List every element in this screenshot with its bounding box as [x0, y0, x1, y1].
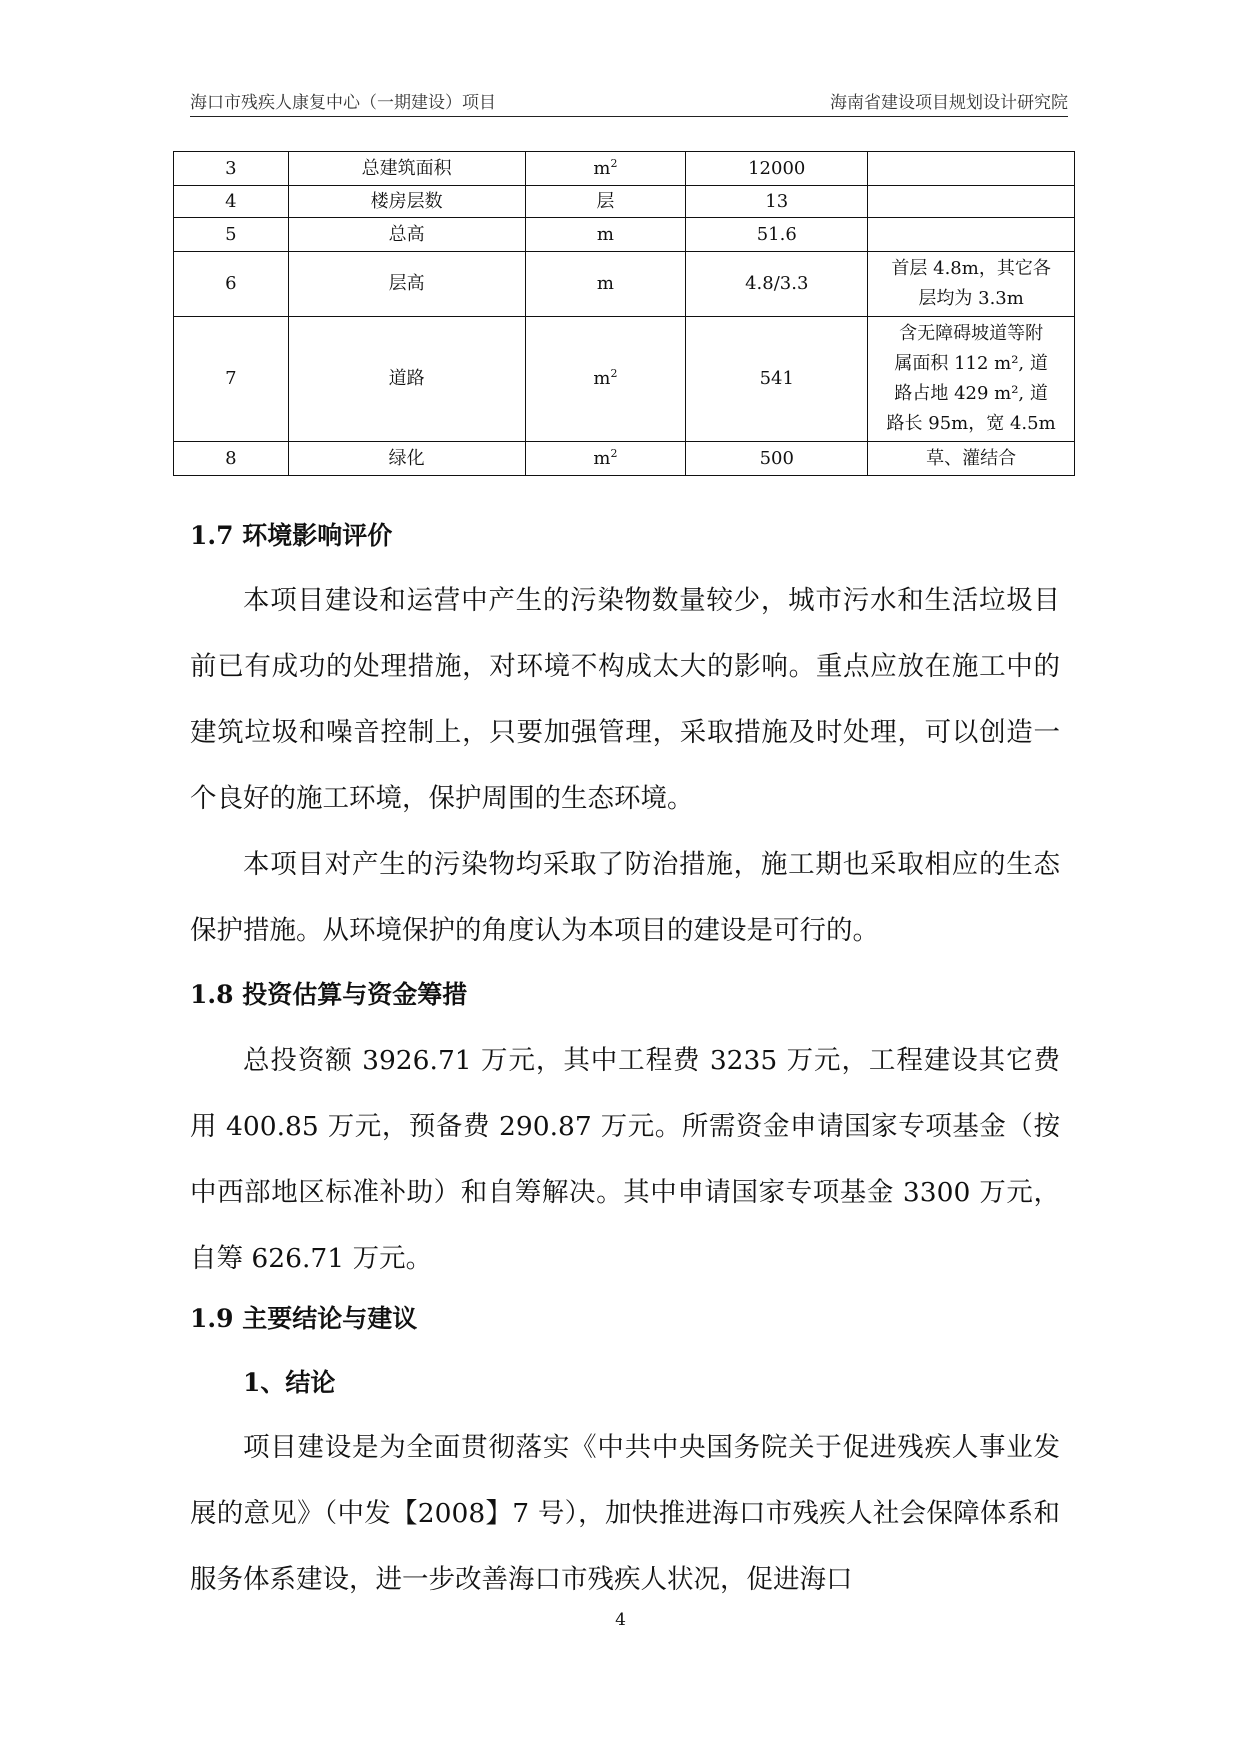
row-number: 8	[174, 442, 289, 476]
row-unit: $m^2$	[525, 317, 686, 442]
page-header	[190, 86, 1068, 117]
row-number: 3	[174, 152, 289, 186]
table-row	[174, 442, 1075, 476]
table-row	[174, 218, 1075, 252]
row-value: 13	[686, 186, 868, 218]
row-note	[868, 218, 1075, 252]
row-item: 总建筑面积	[288, 152, 525, 186]
paragraph: 总投资额 3926.71 万元，其中工程费 3235 万元，工程建设其它费用 400.85 万元，预备费 290.87 万元。所需资金申请国家专项基金（按中西部地区标准补助）和自筹解决。其中申请国家专项基金 3300 万元，自筹 626.71 万元。	[190, 1045, 1060, 1274]
row-unit: 层	[525, 186, 686, 218]
row-note: 含无障碍坡道等附 属面积 112 m², 道 路占地 429 m², 道 路长 95m，宽 4.5m	[868, 317, 1075, 442]
row-item: 绿化	[288, 442, 525, 476]
row-number: 7	[174, 317, 289, 442]
row-unit: $m^2$	[525, 152, 686, 186]
row-value: 500	[686, 442, 868, 476]
header-institute: 海南省建设项目规划设计研究院	[830, 93, 1068, 113]
section-heading-1-9: 1.9 主要结论与建议	[190, 1304, 418, 1333]
row-note	[868, 152, 1075, 186]
row-unit: $m^2$	[525, 442, 686, 476]
project-spec-table	[173, 151, 1075, 476]
section-heading-1-7: 1.7 环境影响评价	[190, 521, 393, 550]
row-unit: m	[525, 252, 686, 317]
row-number: 5	[174, 218, 289, 252]
row-item: 楼房层数	[288, 186, 525, 218]
row-note: 草、灌结合	[868, 442, 1075, 476]
row-number: 4	[174, 186, 289, 218]
table-row	[174, 186, 1075, 218]
table-row	[174, 317, 1075, 442]
row-value: 4.8/3.3	[686, 252, 868, 317]
page-number: 4	[615, 1610, 626, 1630]
paragraph: 本项目对产生的污染物均采取了防治措施，施工期也采取相应的生态保护措施。从环境保护的角度认为本项目的建设是可行的。	[190, 849, 1060, 946]
row-note	[868, 186, 1075, 218]
paragraph: 本项目建设和运营中产生的污染物数量较少，城市污水和生活垃圾目前已有成功的处理措施，对环境不构成太大的影响。重点应放在施工中的建筑垃圾和噪音控制上，只要加强管理，采取措施及时处理，可以创造一个良好的施工环境，保护周围的生态环境。	[190, 585, 1060, 814]
header-project-title: 海口市残疾人康复中心（一期建设）项目	[190, 93, 496, 113]
subsection-heading-conclusion: 1、结论	[243, 1368, 336, 1397]
paragraph: 项目建设是为全面贯彻落实《中共中央国务院关于促进残疾人事业发展的意见》（中发【2008】7 号），加快推进海口市残疾人社会保障体系和服务体系建设，进一步改善海口市残疾人状况，促进海口	[190, 1432, 1060, 1595]
row-note: 首层 4.8m，其它各 层均为 3.3m	[868, 252, 1075, 317]
row-unit: m	[525, 218, 686, 252]
row-number: 6	[174, 252, 289, 317]
row-value: 541	[686, 317, 868, 442]
section-heading-1-8: 1.8 投资估算与资金筹措	[190, 980, 468, 1009]
row-item: 总高	[288, 218, 525, 252]
table-row	[174, 252, 1075, 317]
row-value: 51.6	[686, 218, 868, 252]
row-item: 层高	[288, 252, 525, 317]
row-item: 道路	[288, 317, 525, 442]
row-value: 12000	[686, 152, 868, 186]
table-row	[174, 152, 1075, 186]
